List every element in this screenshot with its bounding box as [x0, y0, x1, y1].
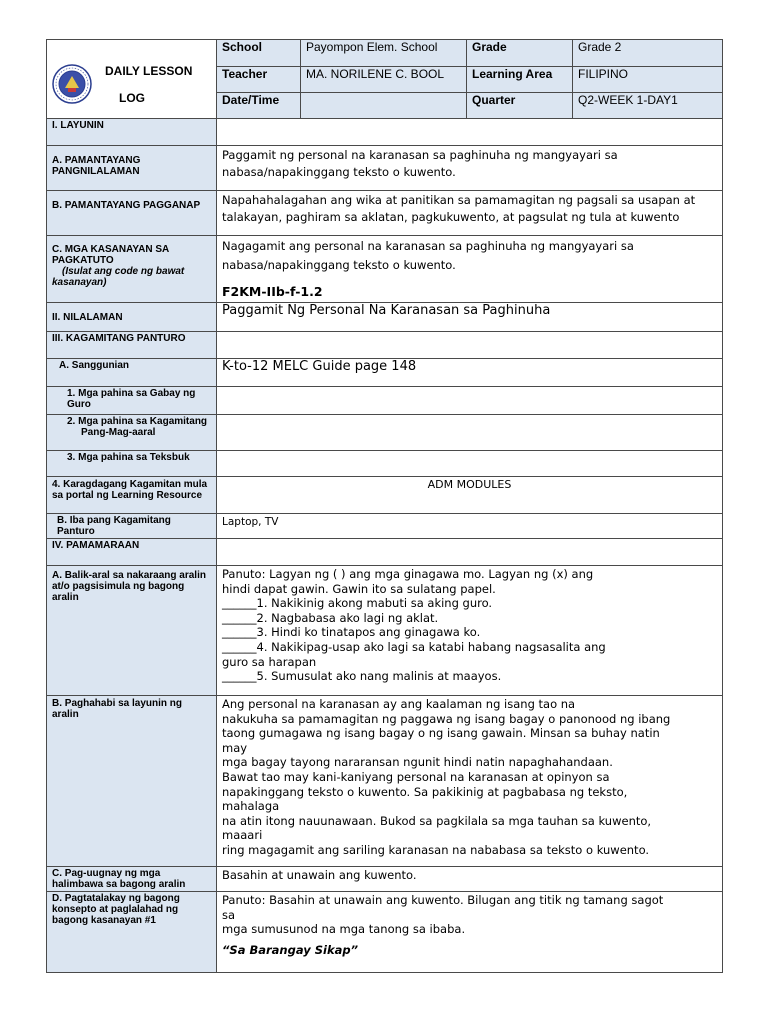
balik-line: ______1. Nakikinig akong mabuti sa aking guro. [222, 596, 493, 611]
balik-line: ______5. Sumusulat ako nang malinis at maayos. [222, 669, 502, 684]
learning-area-label: Learning Area [467, 67, 573, 93]
teacher-value: MA. NORILENE C. BOOL [301, 67, 467, 93]
datetime-value [301, 93, 467, 119]
paghahabi-value [217, 696, 723, 867]
kagamitan-label: III. KAGAMITANG PANTURO [47, 332, 217, 359]
pamantayang-pagganap-value: Napahahalagahan ang wika at panitikan sa pamamagitan ng pagsali sa usapan at talakayan, paghiram sa aklatan, pagkukuwento, at pagsulat ng tula at kuwento [217, 191, 723, 236]
paguugnay-label: C. Pag-uugnay ng mga halimbawa sa bagong aralin [47, 867, 217, 892]
paghahabi-line: maaari [222, 828, 263, 843]
pagtatalakay-line: sa [222, 907, 236, 922]
iba-label: B. Iba pang Kagamitang Panturo [47, 514, 217, 539]
dll-title: DAILY LESSON [105, 64, 193, 78]
pamamaraan-label: IV. PAMAMARAAN [47, 539, 217, 566]
paghahabi-label: B. Paghahabi sa layunin ng aralin [47, 696, 217, 867]
kagamitang-value [217, 415, 723, 451]
paguugnay-value: Basahin at unawain ang kuwento. [217, 867, 723, 892]
nilalaman-label: II. NILALAMAN [47, 303, 217, 332]
kagamitan-value [217, 332, 723, 359]
kasanayan-value-cell [217, 236, 723, 303]
sanggunian-label: A. Sanggunian [47, 359, 217, 387]
pagtatalakay-value [217, 892, 723, 973]
paghahabi-line: Bawat tao may kani-kaniyang personal na karanasan at opinyon sa [222, 769, 610, 784]
paghahabi-line: may [222, 740, 248, 755]
teacher-label: Teacher [217, 67, 301, 93]
balik-line: ______3. Hindi ko tinatapos ang ginagawa ko. [222, 625, 481, 640]
school-value: Payompon Elem. School [301, 40, 467, 67]
kasanayan-note: (Isulat ang code ng bawat kasanayan) [52, 266, 185, 288]
paghahabi-line: na atin itong nauunawaan. Bukod sa pagkilala sa mga tauhan sa kuwento, [222, 813, 652, 828]
paghahabi-line: nakukuha sa pamamagitan ng paggawa ng isang bagay o panonood ng ibang [222, 711, 671, 726]
balik-aral-label: A. Balik-aral sa nakaraang aralin at/o pagsisimula ng bagong aralin [47, 566, 217, 696]
balik-line: ______2. Nagbabasa ako lagi ng aklat. [222, 610, 439, 625]
gabay-label: 1. Mga pahina sa Gabay ng Guro [47, 387, 217, 415]
grade-label: Grade [467, 40, 573, 67]
quarter-label: Quarter [467, 93, 573, 119]
dll-log: LOG [119, 91, 145, 105]
teksbuk-value [217, 451, 723, 477]
portal-label: 4. Karagdagang Kagamitan mula sa portal ng Learning Resource [47, 477, 217, 514]
pagtatalakay-line: mga sumusunod na mga tanong sa ibaba. [222, 922, 466, 937]
gabay-value [217, 387, 723, 415]
kasanayan-label: C. MGA KASANAYAN SA PAGKATUTO [52, 244, 169, 266]
kagamitang-label: 2. Mga pahina sa Kagamitang [67, 416, 208, 427]
deped-seal-icon [52, 64, 92, 104]
grade-value: Grade 2 [573, 40, 723, 67]
kasanayan-value: Nagagamit ang personal na karanasan sa paghinuha ng mangyayari sa nabasa/napakinggang teksto o kuwento. [222, 239, 634, 272]
iba-value: Laptop, TV [217, 514, 723, 539]
paghahabi-line: ring magagamit ang sariling karanasan na nababasa sa teksto o kuwento. [222, 842, 650, 857]
balik-line: ______4. Nakikipag-usap ako lagi sa katabi habang nagsasalita ang [222, 639, 606, 654]
kasanayan-code: F2KM-IIb-f-1.2 [222, 284, 323, 299]
kasanayan-label-cell [47, 236, 217, 303]
datetime-label: Date/Time [217, 93, 301, 119]
paghahabi-line: taong gumagawa ng isang bagay o ng isang gawain. Minsan sa buhay natin [222, 726, 660, 741]
pamantayang-pangnilalaman-label: A. PAMANTAYANG PANGNILALAMAN [47, 146, 217, 191]
portal-value: ADM MODULES [217, 477, 723, 514]
balik-aral-value [217, 566, 723, 696]
paghahabi-line: mga bagay tayong nararansan ngunit hindi natin napaghahandaan. [222, 755, 613, 770]
paghahabi-line: napakinggang teksto o kuwento. Sa pakikinig at pagbabasa ng teksto, [222, 784, 628, 799]
pamantayang-pagganap-label: B. PAMANTAYANG PAGGANAP [47, 191, 217, 236]
pamantayang-pangnilalaman-value: Paggamit ng personal na karanasan sa paghinuha ng mangyayari sa nabasa/napakinggang teksto o kuwento. [217, 146, 723, 191]
balik-line: hindi dapat gawin. Gawin ito sa sulatang papel. [222, 581, 496, 596]
school-label: School [217, 40, 301, 67]
quarter-value: Q2-WEEK 1-DAY1 [573, 93, 723, 119]
layunin-value [217, 119, 723, 146]
lesson-log-table [46, 39, 723, 973]
layunin-label: I. LAYUNIN [47, 119, 217, 146]
paghahabi-line: Ang personal na karanasan ay ang kaalaman ng isang tao na [222, 697, 576, 711]
kagamitang-label-2: Pang-Mag-aaral [81, 427, 156, 438]
balik-line: guro sa harapan [222, 654, 317, 669]
learning-area-value: FILIPINO [573, 67, 723, 93]
pagtatalakay-label: D. Pagtatalakay ng bagong konsepto at paglalahad ng bagong kasanayan #1 [47, 892, 217, 973]
pagtatalakay-line: Panuto: Basahin at unawain ang kuwento. Bilugan ang titik ng tamang sagot [222, 893, 664, 907]
balik-line: Panuto: Lagyan ng ( ) ang mga ginagawa mo. Lagyan ng (x) ang [222, 567, 594, 581]
logo-title-cell [47, 40, 217, 119]
nilalaman-value: Paggamit Ng Personal Na Karanasan sa Paghinuha [217, 303, 723, 332]
lesson-log-page [46, 39, 722, 973]
kagamitang-label-cell [47, 415, 217, 451]
teksbuk-label: 3. Mga pahina sa Teksbuk [47, 451, 217, 477]
sanggunian-value: K-to-12 MELC Guide page 148 [217, 359, 723, 387]
paghahabi-line: mahalaga [222, 799, 280, 814]
story-title: “Sa Barangay Sikap” [222, 942, 359, 957]
pamamaraan-value [217, 539, 723, 566]
